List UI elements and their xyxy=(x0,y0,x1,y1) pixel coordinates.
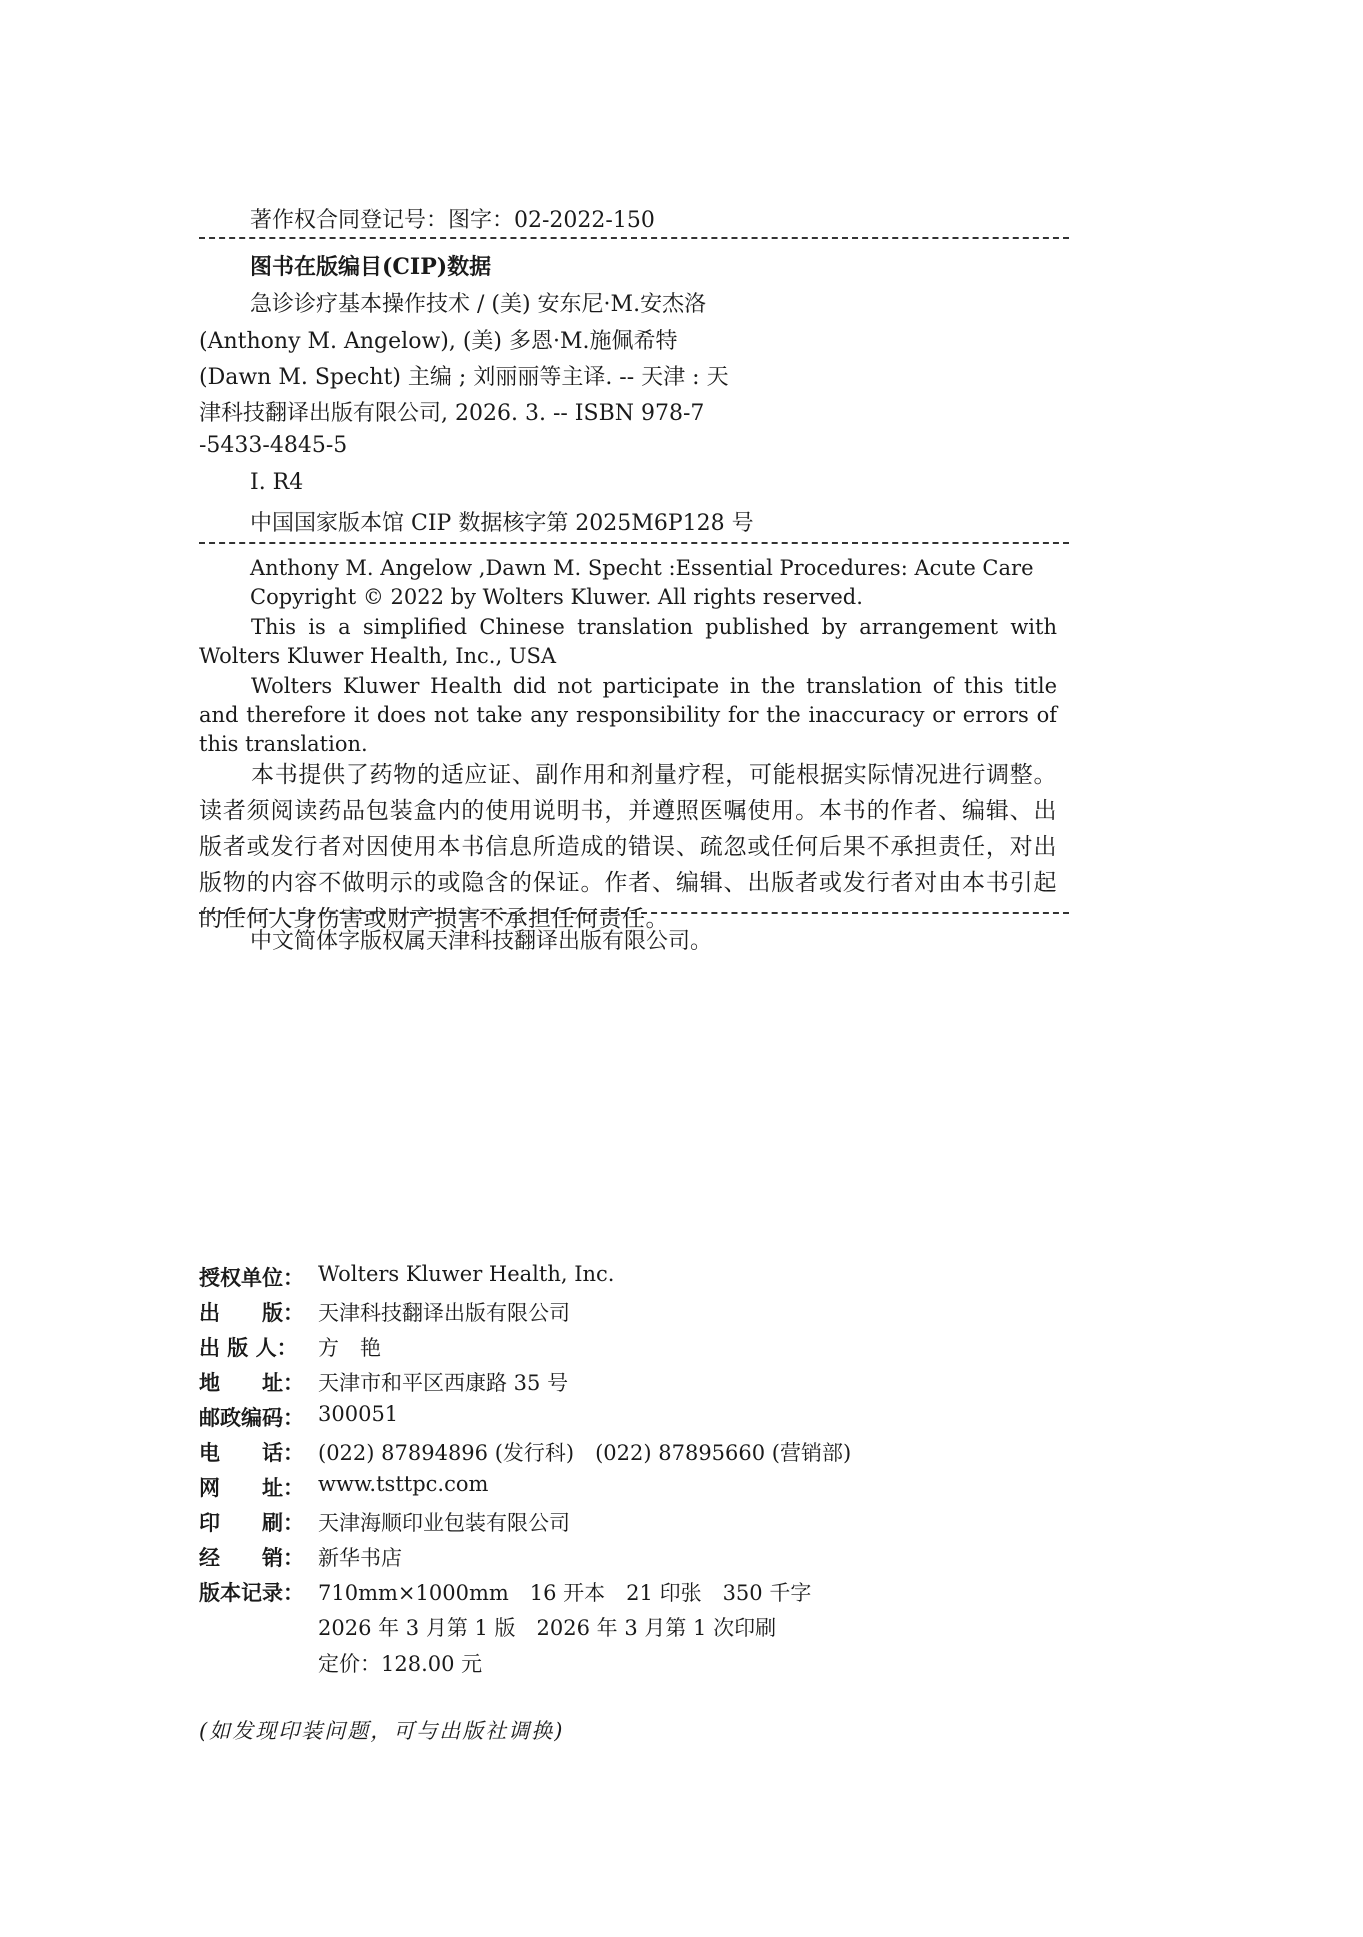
chinese-disclaimer: 本书提供了药物的适应证、副作用和剂量疗程，可能根据实际情况进行调整。读者须阅读药品包装盒内的使用说明书，并遵照医嘱使用。本书的作者、编辑、出版者或发行者对因使用本书信息所造成的错误、疏忽或任何后果不承担责任，对出版物的内容不做明示的或隐含的保证。作者、编辑、出版者或发行者对由本书引起的任何人身伤害或财产损害不承担任何责任。 xyxy=(199,762,1057,932)
cip-verification: 中国国家版本馆 CIP 数据核字第 2025M6P128 号 xyxy=(250,511,754,536)
imprint-label: 电 话： xyxy=(199,1440,304,1465)
divider xyxy=(199,237,1069,239)
imprint-label: 邮政编码： xyxy=(199,1405,304,1430)
cip-line: 津科技翻译出版有限公司, 2026. 3. -- ISBN 978-7 xyxy=(199,401,705,426)
imprint-value: 300051 xyxy=(318,1402,399,1426)
english-translation-paragraph: This is a simplified Chinese translation published by arrangement with Wolters Kluwer Health, Inc., USA xyxy=(199,615,1057,668)
imprint-label: 印 刷： xyxy=(199,1510,304,1535)
imprint-label: 经 销： xyxy=(199,1545,304,1570)
divider xyxy=(199,912,1069,914)
printing-note: (如发现印装问题，可与出版社调换) xyxy=(199,1719,565,1743)
imprint-value: 天津市和平区西康路 35 号 xyxy=(318,1371,569,1395)
cip-line: -5433-4845-5 xyxy=(199,433,348,458)
imprint-value: 710mm×1000mm 16 开本 21 印张 350 千字 xyxy=(318,1581,812,1605)
english-copyright-line: Copyright © 2022 by Wolters Kluwer. All rights reserved. xyxy=(250,585,863,609)
cip-line: (Dawn M. Specht) 主编 ; 刘丽丽等主译. -- 天津 : 天 xyxy=(199,365,729,390)
price: 定价：128.00 元 xyxy=(318,1652,483,1676)
imprint-label: 出 版 人： xyxy=(199,1335,298,1360)
imprint-value: 新华书店 xyxy=(318,1546,402,1570)
cip-classification: Ⅰ. R4 xyxy=(250,470,304,495)
imprint-label: 地 址： xyxy=(199,1370,304,1395)
imprint-label: 授权单位： xyxy=(199,1265,304,1290)
imprint-value: (022) 87894896 (发行科) (022) 87895660 (营销部) xyxy=(318,1441,852,1465)
english-title-line: Anthony M. Angelow ,Dawn M. Specht :Essential Procedures: Acute Care xyxy=(250,556,1034,580)
imprint-value: 方 艳 xyxy=(318,1336,381,1360)
imprint-label: 版本记录： xyxy=(199,1580,304,1605)
cip-heading: 图书在版编目(CIP)数据 xyxy=(250,254,492,280)
imprint-label: 出 版： xyxy=(199,1300,304,1325)
imprint-label: 网 址： xyxy=(199,1475,304,1500)
imprint-value: Wolters Kluwer Health, Inc. xyxy=(318,1262,615,1286)
rights-note: 中文简体字版权属天津科技翻译出版有限公司。 xyxy=(250,929,713,954)
cip-line: 急诊诊疗基本操作技术 / (美) 安东尼·M.安杰洛 xyxy=(250,292,707,317)
copyright-registration: 著作权合同登记号：图字：02-2022-150 xyxy=(250,208,655,233)
english-disclaimer-paragraph: Wolters Kluwer Health did not participate in the translation of this title and therefore it does not take any responsibility for the inaccuracy or errors of this translation. xyxy=(199,674,1057,756)
edition-line: 2026 年 3 月第 1 版 2026 年 3 月第 1 次印刷 xyxy=(318,1616,777,1640)
divider xyxy=(199,542,1069,544)
cip-line: (Anthony M. Angelow), (美) 多恩·M.施佩希特 xyxy=(199,329,678,354)
imprint-value: www.tsttpc.com xyxy=(318,1472,489,1496)
imprint-value: 天津海顺印业包装有限公司 xyxy=(318,1511,570,1535)
imprint-value: 天津科技翻译出版有限公司 xyxy=(318,1301,570,1325)
